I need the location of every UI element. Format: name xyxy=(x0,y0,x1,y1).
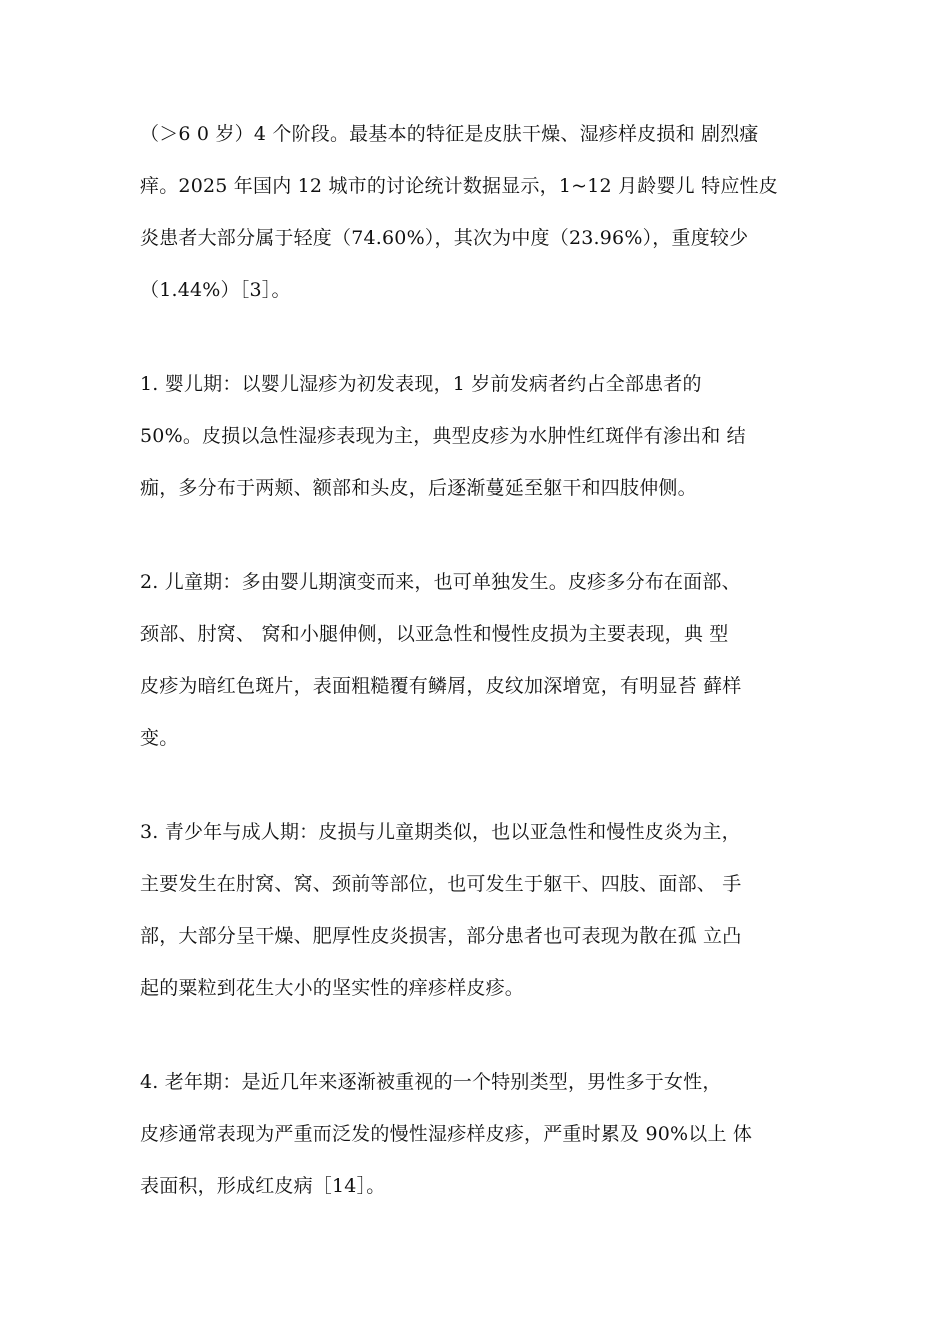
text-line: 部，大部分呈干燥、肥厚性皮炎损害，部分患者也可表现为散在孤 立凸 xyxy=(140,925,742,947)
text-line: 皮疹通常表现为严重而泛发的慢性湿疹样皮疹，严重时累及 90%以上 体 xyxy=(140,1123,753,1145)
text-line: 颈部、肘窝、 窝和小腿伸侧，以亚急性和慢性皮损为主要表现，典 型 xyxy=(140,623,729,645)
text-line: （1.44%）［3］。 xyxy=(140,279,291,301)
text-line: 4. 老年期：是近几年来逐渐被重视的一个特别类型，男性多于女性， xyxy=(140,1071,722,1093)
paragraph-intro xyxy=(140,108,820,316)
text-line: 炎患者大部分属于轻度（74.60%），其次为中度（23.96%），重度较少 xyxy=(140,227,749,249)
paragraph-adolescent-adult-stage xyxy=(140,806,820,1014)
text-line: 痒。2025 年国内 12 城市的讨论统计数据显示，1~12 月龄婴儿 特应性皮 xyxy=(140,175,778,197)
text-line: 表面积，形成红皮病［14］。 xyxy=(140,1175,386,1197)
paragraph-childhood-stage xyxy=(140,556,820,764)
paragraph-infant-stage xyxy=(140,358,820,514)
paragraph-elderly-stage xyxy=(140,1056,820,1212)
text-line: 主要发生在肘窝、窝、颈前等部位，也可发生于躯干、四肢、面部、 手 xyxy=(140,873,742,895)
text-line: 1. 婴儿期：以婴儿湿疹为初发表现，1 岁前发病者约占全部患者的 xyxy=(140,373,702,395)
text-line: 变。 xyxy=(140,727,179,749)
text-line: 2. 儿童期：多由婴儿期演变而来，也可单独发生。皮疹多分布在面部、 xyxy=(140,571,741,593)
text-line: 皮疹为暗红色斑片，表面粗糙覆有鳞屑，皮纹加深增宽，有明显苔 藓样 xyxy=(140,675,742,697)
text-line: 3. 青少年与成人期：皮损与儿童期类似，也以亚急性和慢性皮炎为主， xyxy=(140,821,741,843)
text-line: （＞6 0 岁）4 个阶段。最基本的特征是皮肤干燥、湿疹样皮损和 剧烈瘙 xyxy=(140,123,759,145)
text-line: 50%。皮损以急性湿疹表现为主，典型皮疹为水肿性红斑伴有渗出和 结 xyxy=(140,425,746,447)
text-line: 起的粟粒到花生大小的坚实性的痒疹样皮疹。 xyxy=(140,977,525,999)
text-line: 痂，多分布于两颊、额部和头皮，后逐渐蔓延至躯干和四肢伸侧。 xyxy=(140,477,697,499)
